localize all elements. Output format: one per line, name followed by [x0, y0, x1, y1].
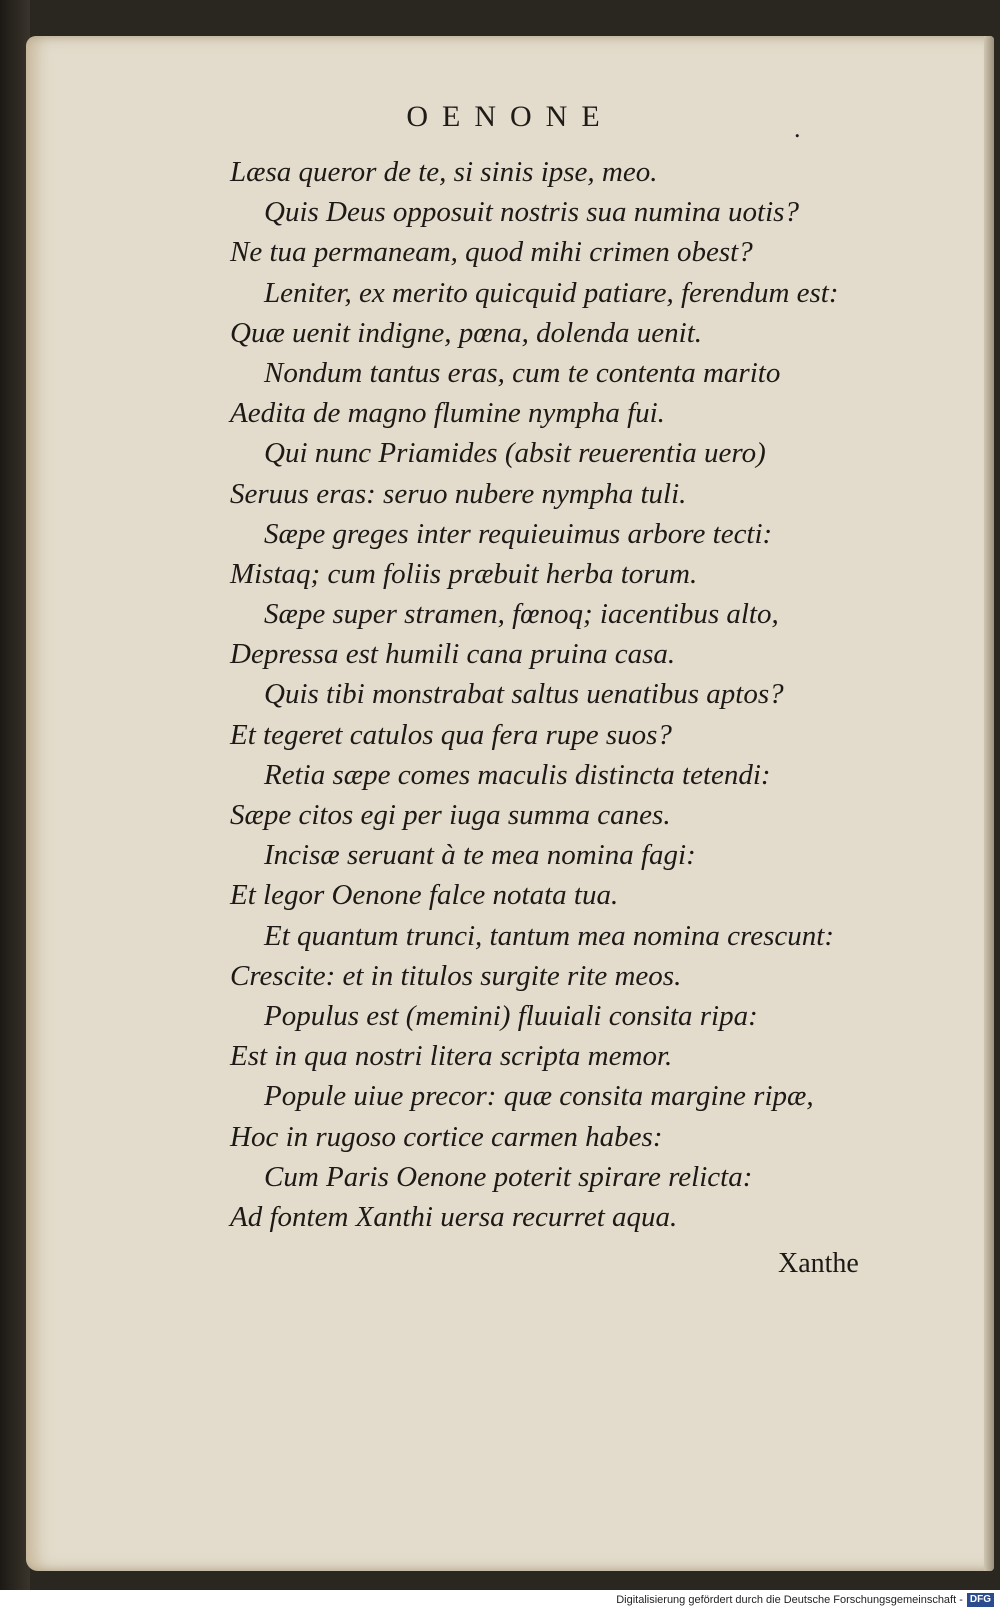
verse-line: Sæpe citos egi per iuga summa canes. — [230, 799, 671, 831]
verse-line: Populus est (memini) fluuiali consita ripa: — [264, 999, 758, 1032]
credit-text: Digitalisierung gefördert durch die Deutsche Forschungsgemeinschaft - — [616, 1594, 963, 1606]
verse-line: Læsa queror de te, si sinis ipse, meo. — [230, 156, 658, 188]
verse-line: Seruus eras: seruo nubere nympha tuli. — [230, 477, 687, 510]
verse-line: Quis Deus opposuit nostris sua numina uotis? — [264, 196, 799, 229]
verse-list — [26, 152, 926, 1237]
verse-line: Mistaq; cum foliis præbuit herba torum. — [230, 557, 698, 590]
header-mark: . — [794, 114, 801, 143]
page-edge — [984, 36, 994, 1571]
verse-line: Et legor Oenone falce notata tua. — [230, 879, 619, 912]
digitization-credit — [0, 1590, 994, 1610]
running-header: OENONE — [406, 100, 614, 133]
verse-line: Ne tua permaneam, quod mihi crimen obest? — [230, 236, 753, 269]
verse-line: Nondum tantus eras, cum te contenta marito — [264, 356, 781, 389]
verse-line: Ad fontem Xanthi uersa recurret aqua. — [230, 1200, 678, 1233]
dfg-logo: DFG — [967, 1593, 994, 1607]
verse-line: Leniter, ex merito quicquid patiare, ferendum est: — [264, 276, 839, 309]
verse-line: Sæpe super stramen, fœnoq; iacentibus alto, — [264, 598, 779, 631]
verse-line: Est in qua nostri litera scripta memor. — [230, 1040, 673, 1073]
verse-line: Aedita de magno flumine nympha fui. — [230, 397, 665, 430]
catchword: Xanthe — [778, 1248, 859, 1279]
verse-line: Popule uiue precor: quæ consita margine ripæ, — [264, 1080, 814, 1113]
verse-line: Crescite: et in titulos surgite rite meos. — [230, 959, 682, 992]
verse-line: Retia sæpe comes maculis distincta tetendi: — [264, 758, 771, 791]
verse-line: Incisæ seruant à te mea nomina fagi: — [264, 839, 696, 872]
verse-line: Depressa est humili cana pruina casa. — [230, 638, 676, 671]
verse-line: Cum Paris Oenone poterit spirare relicta: — [264, 1160, 753, 1193]
verse-line: Qui nunc Priamides (absit reuerentia uero) — [264, 437, 766, 470]
verse-line: Hoc in rugoso cortice carmen habes: — [230, 1120, 663, 1153]
book-page — [26, 36, 994, 1571]
verse-line: Et quantum trunci, tantum mea nomina crescunt: — [264, 919, 834, 952]
verse-line: Sæpe greges inter requieuimus arbore tecti: — [264, 517, 773, 550]
verse-line: Quis tibi monstrabat saltus uenatibus aptos? — [264, 678, 784, 711]
verse-line: Et tegeret catulos qua fera rupe suos? — [230, 718, 672, 751]
verse-line: Quæ uenit indigne, pœna, dolenda uenit. — [230, 316, 703, 349]
